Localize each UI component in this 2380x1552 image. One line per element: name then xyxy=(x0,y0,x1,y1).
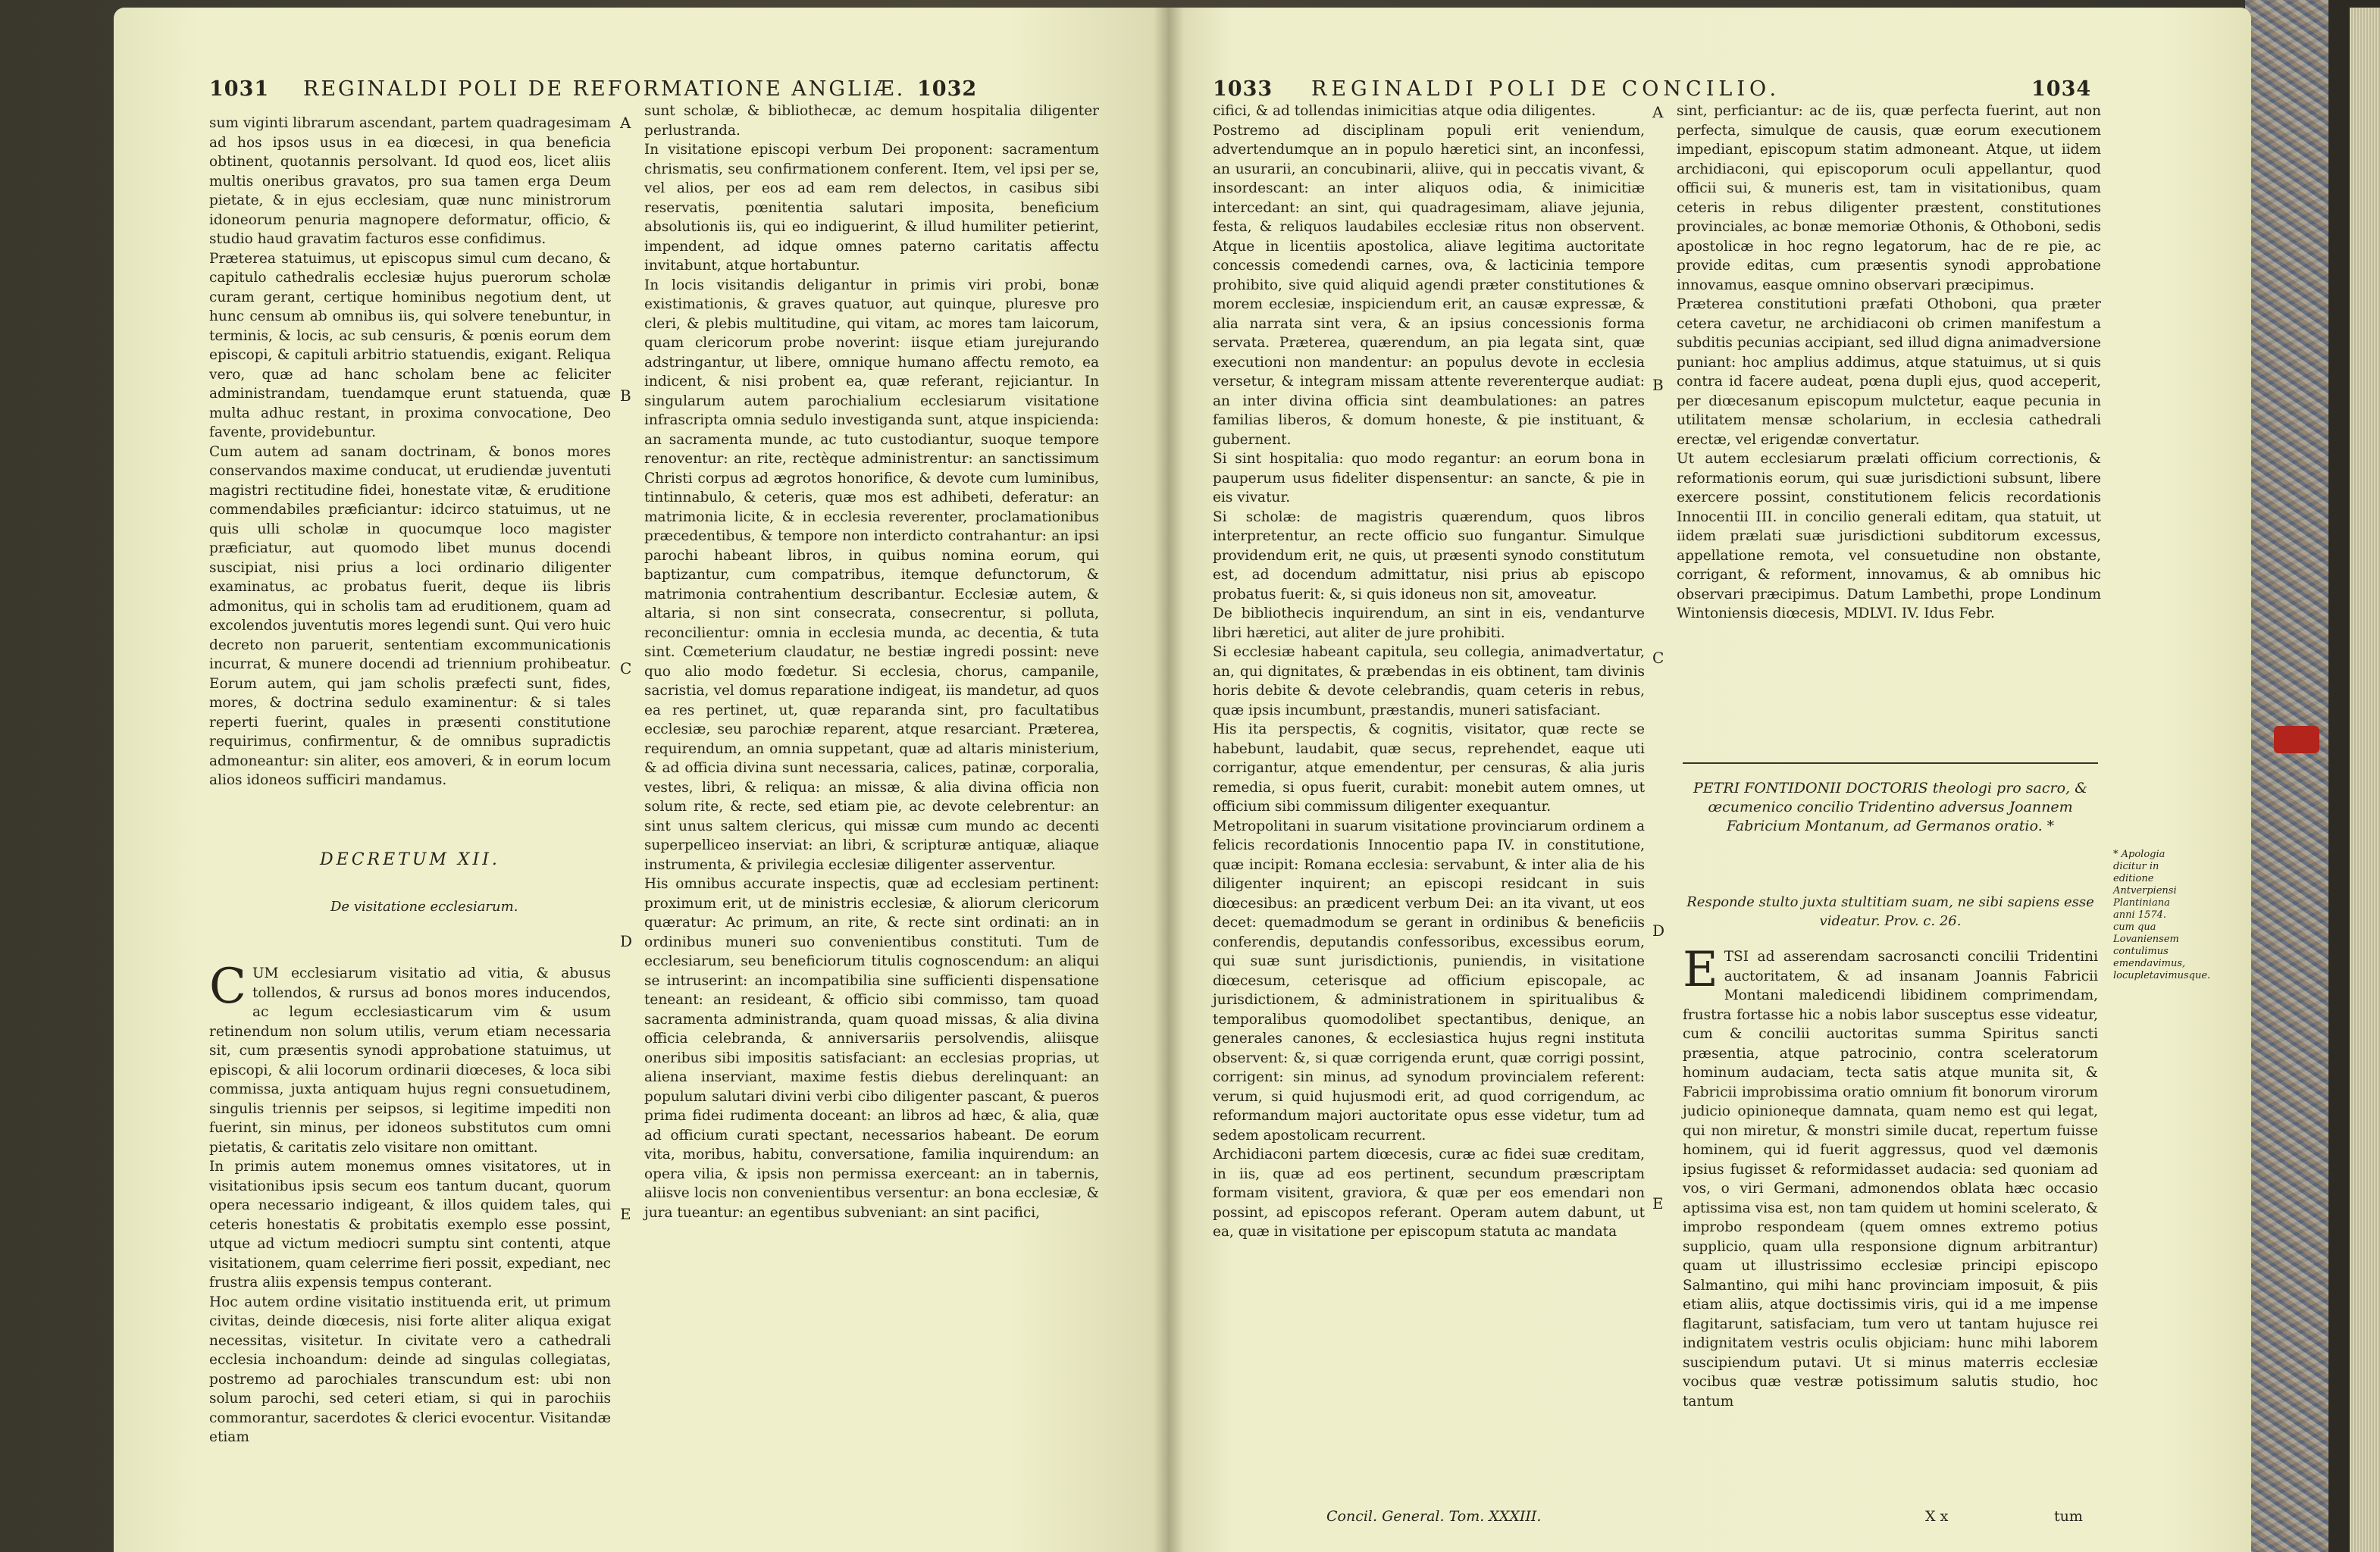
right-margin-letter-d: D xyxy=(1652,922,1665,940)
left-page xyxy=(114,8,1167,1552)
right-column-1-text: cifici, & ad tollendas inimicitias atque odia diligentes. Postremo ad disciplinam populi erit veniendum, advertendumque an in populo hæretici sint, an inconfessi, an usurarii, an concubinarii, aliive, qui in peccatis vivant, & insordescant: an inter aliquos odia, & inimicitiæ intercedant: an sint, qui quadragesimam, aliave jejunia, festa, & reliquos laudabiles ecclesiæ ritus non observent. Atque in licentiis apostolica, aliave legitima auctoritate concessis comedendi carnes, ova, & lacticinia tempore prohibito, sive quid aliquid agendi præter constitutiones & morem ecclesiæ, inspiciendum erit, an causæ expressæ, & alia narrata sint vera, & an ipsius concessionis forma servata. Præterea, quærendum, an pia legata sint, quæ executioni non mandentur: an populus devote in ecclesia versetur, & integram missam attente reverenterque audiat: an inter divina officia sint deambulationes: an patres familias liberos, & domum honeste, & pie instituant, & gubernent. Si sint hospitalia: quo modo regantur: an eorum bona in pauperum usus fideliter dispensentur: an sancte, & pie in eis vivatur. Si scholæ: de magistris quærendum, quos libros interpretentur, an recte officio suo fungantur. Simulque providendum erit, ne quis, ut præsenti synodo constitutum est, ad docendum admittatur, nisi prius ab episcopo probatus fuerit: &, si quis idoneus non sit, amoveatur. De bibliothecis inquirendum, an sint in eis, vendanturve libri hæretici, aut aliter de jure prohibiti. Si ecclesiæ habeant capitula, seu collegia, animadvertatur, an, qui dignitates, & præbendas in eis obtinent, tam divinis horis debite & devote celebrandis, quam ceteris in rebus, quæ ipsis incumbunt, præstandis, muneri satisfaciant. His ita perspectis, & cognitis, visitator, quæ recte se habebunt, laudabit, quæ secus, reprehendet, eaque uti corrigantur, atque emendentur, per censuras, & alia juris remedia, si opus fuerit, curabit: monebit autem omnes, ut officium sibi commissum diligenter exequantur. Metropolitani in suarum visitatione provinciarum ordinem a felicis recordationis Innocentio papa IV. in constitutione, quæ incipit: Romana ecclesia: servabunt, & inter alia de his diligenter inquirent; an episcopi residcant in suis diœcesibus: an prædicent verbum Dei: an ita vivant, ut eos decet: quemadmodum se gerant in ordinibus & beneficiis conferendis, deputandis confessoribus, excessibus eorum, qui suæ sunt jurisdictionis, puniendis, in visitatione diœcesum, ceterisque ad officium episcopale, ac jurisdictionem, & administrationem in spiritualibus & temporalibus quomodolibet spectantibus, denique, an generales canones, & ecclesiastica hujus regni instituta observent: &, si quæ corrigenda erunt, quæ corrigi possint, corrigent: sin minus, ad synodum provincialem referent: verum, si quid hujusmodi erit, ad quod corrigendum, ac reformandum majori auctoritate opus esse videtur, tum ad sedem apostolicam recurrent. Archidiaconi partem diœcesis, curæ ac fidei suæ creditam, in iis, quæ ad eos pertinent, secundum præscriptam formam visitent, graviora, & quæ per eos emendari non possint, ad episcopos referant. Operam autem dabunt, ut ea, quæ in visitatione per episcopum statuta ac mandata xyxy=(1213,103,1645,1240)
margin-letter-e: E xyxy=(620,1205,631,1223)
open-book xyxy=(114,8,2251,1552)
decree-dropcap: C xyxy=(209,959,246,1015)
right-running-title: REGINALDI POLI DE CONCILIO. xyxy=(1311,77,1781,101)
margin-letter-c: C xyxy=(620,659,632,677)
decree-subtitle: De visitatione ecclesiarum. xyxy=(330,899,518,915)
right-margin-letter-e: E xyxy=(1652,1194,1664,1212)
footer-sig-mark: X x xyxy=(1925,1508,1949,1525)
margin-letter-d: D xyxy=(620,932,633,950)
oration-epigraph: Responde stulto juxta stultitiam suam, ne sibi sapiens esse videatur. Prov. c. 26. xyxy=(1686,894,2094,929)
oration-text xyxy=(1683,942,2098,1485)
margin-note-apologia: * Apologia dicitur in editione Antverpiensi Plantiniana anni 1574. cum qua Lovaniensem contulimus emendavimus, locupletavimusque. xyxy=(2113,849,2211,981)
right-page xyxy=(1167,8,2251,1552)
section-rule xyxy=(1683,762,2098,764)
left-column-1-text: sum viginti librarum ascendant, partem quadragesimam ad hos ipsos usus in ea diœcesi, in qua beneficia obtinent, quotannis persolvant. Id quod eos, licet aliis multis oneribus gravatos, pro sua tamen erga Deum pietate, & in ejus ecclesiam, quæ nunc ministrorum idoneorum penuria magnopere deformatur, officio, & studio haud gravatim facturos esse confidimus. Præterea statuimus, ut episcopus simul cum decano, & capitulo cathedralis ecclesiæ hujus puerorum scholæ curam gerant, certique hominibus negotium dent, ut hunc censum ab omnibus iis, qui solvere tenebuntur, in terminis, & locis, ac sub censuris, & pœnis eorum dem episcopi, & capituli arbitrio statuendis, exigant. Reliqua vero, quæ ad hanc scholam bene ac feliciter administrandam, tuendamque erunt statuenda, quæ multa adhuc restant, in proxima convocatione, Deo favente, providebuntur. Cum autem ad sanam doctrinam, & bonos mores conservandos maxime conducat, ut erudiendæ juventuti magistri rectitudine fidei, honestate vitæ, & eruditione commendabiles præficiantur: idcirco statuimus, ut ne quis ulli scholæ in quocumque loco magister præficiatur, aut quomodo libet munus docendi suscipiat, nisi prius a loci ordinario diligenter examinatus, ac probatus fuerit, deque iis libris admonitus, qui in scholis tam ad eruditionem, quam ad excolendos juventutis mores legendi sunt. Qui vero huic decreto non paruerit, sententiam excommunicationis incurrat, & munere docendi ad triennium prohibeatur. Eorum autem, qui jam scholis præfecti sunt, fides, mores, & doctrina sedulo examinentur: & si tales reperti fuerint, quales in præsenti constitutione requirimus, confirmentur, & de omnibus supradictis admoneantur: sin aliter, eos amoveri, & in eorum locum alios idoneos sufficiri mandamus. xyxy=(209,115,611,788)
margin-letter-b: B xyxy=(620,386,631,405)
page-edges xyxy=(2350,8,2380,1552)
book-gutter xyxy=(1154,8,1184,1552)
decree-text xyxy=(209,959,611,1487)
right-page-number-1033: 1033 xyxy=(1213,77,1273,101)
footer-catchword: tum xyxy=(2054,1508,2083,1525)
decree-body: UM ecclesiarum visitatio ad vitia, & abusus tollendos, & rursus ad bonos mores inducendos, ac legum ecclesiasticarum vim & usum retinendum non solum utilis, verum etiam necessaria sit, cum præsentis synodi approbatione statuimus, ut episcopi, & alii locorum ordinarii diœceses, & loca sibi commissa, juxta antiquam hujus regni consuetudinem, singulis triennis per seipsos, si legitime impediti non fuerint, sin minus, per idoneos substitutos cum omni pietatis, & caritatis zelo visitare non omittant. In primis autem monemus omnes visitatores, ut in visitationibus ipsis secum eos tantum ducant, quorum opera necessario indigeant, & illos quidem tales, qui ceteris honestatis & probitatis exemplo esse possint, utque ad victum mediocri sumptu sint contenti, atque visitationem, quam celerrime fieri possit, expediant, nec frustra aliis expensis tempus conterant. Hoc autem ordine visitatio instituenda erit, ut primum civitas, deinde diœcesis, nisi forte aliter aliqua exigat necessitas, visitetur. In civitate vero a cathedrali ecclesia inchoandum: deinde ad singulas collegiatas, postremo ad parochiales transcundum est: ubi non solum parochi, sed ceteri etiam, si qui in parochiis commorantur, sacerdotes & clerici evocentur. Visitandæ etiam xyxy=(209,965,611,1445)
oration-title: PETRI FONTIDONII DOCTORIS theologi pro sacro, & œcumenico concilio Tridentino adversus Joannem Fabricium Montanum, ad Germanos oratio. * xyxy=(1693,780,2087,834)
left-page-number-1032: 1032 xyxy=(917,77,978,101)
carpet-red-fleck xyxy=(2274,726,2319,753)
right-page-number-1034: 1034 xyxy=(2031,77,2092,101)
decree-title: DECRETUM XII. xyxy=(320,850,500,869)
right-margin-letter-a: A xyxy=(1652,103,1664,121)
oration-dropcap: E xyxy=(1683,942,1718,998)
left-running-title: REGINALDI POLI DE REFORMATIONE ANGLIÆ. xyxy=(303,77,906,101)
carpet-background xyxy=(2245,0,2328,1552)
right-margin-letter-c: C xyxy=(1652,649,1664,667)
right-column-2-text: sint, perficiantur: ac de iis, quæ perfecta fuerint, aut non perfecta, simulque de causis, quæ eorum executionem impediant, episcopum statim admoneant. Atque, ut iidem archidiaconi, qui episcoporum oculi appellantur, quod officii sui, & muneris est, tam in visitationibus, quam ceteris in rebus diligenter præstent, constitutiones provinciales, ac bonæ memoriæ Othonis, & Othoboni, sedis apostolicæ in hoc regno legatorum, hac de re pie, ac provide editas, cum præsentis synodi approbatione innovamus, easque omnino observari præcipimus. Præterea constitutioni præfati Othoboni, qua præter cetera cavetur, ne archidiaconi ob crimen manifestum a subditis pecunias accipiant, sed illud digna animadversione puniant: hoc amplius addimus, atque statuimus, ut si quis contra id facere audeat, pœna dupli ejus, quod acceperit, per diœcesanum episcopum mulctetur, eaque pecunia in utilitatem mensæ scholarium, in ecclesia cathedrali erectæ, vel erigendæ convertatur. Ut autem ecclesiarum prælati officium correctionis, & reformationis eorum, qui suæ jurisdictioni subsunt, libere exercere possint, constitutionem felicis recordationis Innocentii III. in concilio generali editam, qua statuit, ut iidem prælati suæ jurisdictioni subditorum excessus, appellatione remota, vel consuetudine non obstante, corrigant, & reforment, innovamus, & ab omnibus hic observari præcipimus. Datum Lambethi, prope Londinum Wintoniensis diœcesis, MDLVI. IV. Idus Febr. xyxy=(1677,103,2101,621)
oration-body: TSI ad asserendam sacrosancti concilii Tridentini auctoritatem, & ad insanam Joannis Fabricii Montani maledicendi libidinem comprimendam, frustra fortasse hic a nobis labor susceptus esse videatur, cum & concilii auctoritas summa Spiritus sancti præsentia, atque patrocinio, contra sceleratorum hominum audaciam, tecta satis atque munita sit, & Fabricii improbissima oratio omnium fit bonorum virorum judicio opinioneque damnata, quam nemo est qui legat, qui non miretur, & monstri simile ducat, repertum fuisse hominem, qui id fuerit aggressus, quod vel dæmonis ipsius fugisset & reformidasset audacia: sed quoniam ad vos, o viri Germani, admonendos oblata hæc occasio aptissima visa est, non tam quidem ut homini scelerato, & improbo respondeam (quem omnes extremo potius supplicio, quam ulla responsione dignum arbitrantur) quam ut illustrissimo ecclesiæ principi episcopo Salmantino, qui mihi hanc provinciam imposuit, & piis etiam aliis, atque doctissimis viris, qui id a me impense flagitarunt, satisfaciam, tum vero ut tantam hujusce rei indignitatem vestris oculis objiciam: hunc mihi laborem suscipiendum putavi. Ut si minus materris ecclesiæ vocibus quæ vestræ potissimum salutis studio, hoc tantum xyxy=(1683,949,2098,1410)
right-margin-letter-b: B xyxy=(1652,376,1664,394)
left-column-2-text: sunt scholæ, & bibliothecæ, ac demum hospitalia diligenter perlustranda. In visitatione episcopi verbum Dei proponent: sacramentum chrismatis, seu confirmationem conferent. Item, vel ipsi per se, vel alios, per eos ad eam rem delectos, in casibus sibi reservatis, pœnitentia salutari imposita, beneficium absolutionis iis, qui eo indiguerint, & illud humiliter petierint, impendent, ad idque omnes paterno caritatis affectu invitabunt, atque hortabuntur. In locis visitandis deligantur in primis viri probi, bonæ existimationis, & graves quatuor, aut quinque, pluresve pro cleri, & plebis multitudine, qui vitam, ac mores tam laicorum, quam clericorum probe noverint: iisque etiam jurejurando adstringantur, ut libere, omnique humano affectu remoto, ea indicent, & nisi probent ea, quæ referant, rejiciantur. In singularum autem parochialium ecclesiarum visitatione infrascripta omnia sedulo investiganda sunt, atque inspicienda: an sacramenta munde, ac tuto custodiantur, suoque tempore renoventur: an rite, rectèque administrentur: an sanctissimum Christi corpus ad ægrotos honorifice, & devote cum luminibus, tintinnabulo, & ceteris, quæ mos est adhibeti, deferatur: an matrimonia licite, & in ecclesia reverenter, proclamationibus præcedentibus, & tempore non interdicto contrahantur: an ipsi parochi habeant libros, in quibus nomina eorum, qui baptizantur, cum compatribus, itemque defunctorum, & matrimonia contrahentium describantur. Ecclesiæ autem, & altaria, si non sint consecrata, consecrentur, si polluta, reconcilientur: omnia in ecclesia munda, ac decentia, & tuta sint. Cœmeterium claudatur, ne bestiæ ingredi possint: neve quo alio modo fœdetur. Si ecclesia, chorus, campanile, sacristia, vel domus reparatione indigeat, iis mandetur, ad quos ea res pertinet, ut, quæ reparanda sint, pro facultatibus ecclesiæ, seu parochiæ reparent, atque resarciant. Præterea, requirendum, an omnia suppetant, quæ ad altaris ministerium, & ad officia divina sunt necessaria, calices, patinæ, corporalia, vestes, libri, & reliqua: an missæ, & alia divina officia non solum rite, & recte, sed etiam pie, ac devote celebrentur: an sint unus saltem clericus, qui missæ cum mundo ac decenti superpelliceo inserviat: an libri, & scripturæ antiquæ, aliaque instrumenta, & privilegia ecclesiæ diligenter asserventur. His omnibus accurate inspectis, quæ ad ecclesiam pertinent: proximum erit, ut de ministris ecclesiæ, & aliorum clericorum quæratur: Ac primum, an rite, & recte sint ordinati: an in ordinibus muneri suo convenientibus constituti. Tum de ecclesiarum, seu beneficiorum titulis cognoscendum: an aliqui se intruserint: an incompatibilia sine sufficienti dispensatione teneant: an resideant, & officio sibi commisso, tam quoad sacramenta administranda, quam quoad missas, & alia divina officia celebranda, & anniversariis persolvendis, aliisque oneribus sibi impositis satisfaciant: an ecclesias proprias, ut aliena inserviant, maxime festis diebus derelinquant: an populum salutari divini verbi cibo diligenter pascant, & pueros prima fidei rudimenta doceant: an libros ad hæc, & alia, quæ ad officium curati spectant, necessarios habeant. De eorum vita, moribus, habitu, conversatione, familia inquirendum: an opera vilia, & ipsis non permissa exerceant: an in tabernis, aliisve locis non convenientibus versentur: an bona ecclesiæ, & jura tueantur: an egentibus subveniant: an sint pacifici, xyxy=(644,103,1099,1221)
margin-letter-a: A xyxy=(620,114,631,132)
left-page-number-1031: 1031 xyxy=(209,77,270,101)
footer-signature: Concil. General. Tom. XXXIII. xyxy=(1326,1508,1542,1525)
